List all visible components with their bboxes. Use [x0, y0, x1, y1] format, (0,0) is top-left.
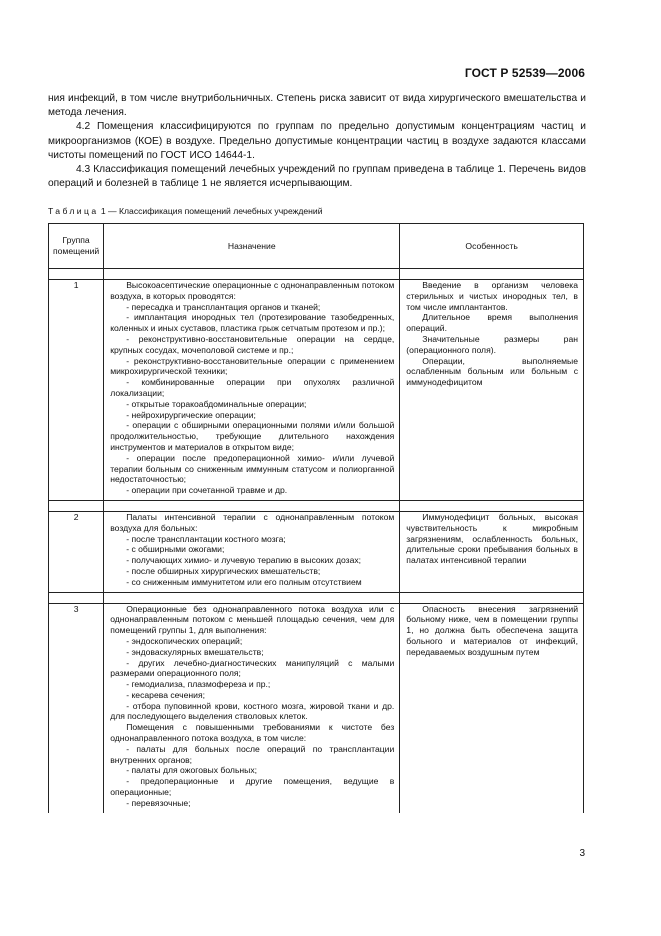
purpose-line: - гемодиализа, плазмофереза и пр.; [126, 679, 271, 690]
purpose-line: - пересадка и трансплантация органов и тканей; [126, 301, 321, 312]
body-text [48, 92, 586, 191]
feature-line: Введение в организм человека стерильных и чистых инородных тел, в том числе имплантантов. [406, 280, 578, 312]
purpose-line: - после трансплантации костного мозга; [126, 533, 286, 544]
group-cell [49, 511, 104, 592]
purpose-line: - с обширными ожогами; [126, 544, 225, 555]
table-caption-title: 1 — Классификация помещений лечебных учреждений [98, 206, 323, 216]
feature-cell [400, 511, 584, 592]
group-number: 1 [73, 280, 79, 290]
purpose-line: - нейрохирургические операции; [126, 409, 256, 420]
feature-line: Длительное время выполнения операций. [406, 312, 578, 334]
purpose-line: - реконструктивно-восстановительные операции с применением микрохирургической техники; [110, 355, 395, 377]
purpose-line: Операционные без однонаправленного потока воздуха или с однонаправленным потоком с меньшей площадью сечения, чем для помещений группы 1, для выполнения: [110, 603, 395, 636]
purpose-line: - отбора пуповинной крови, костного мозга, жировой ткани и др. для последующего выделения стволовых клеток. [110, 700, 395, 722]
purpose-line: Помещения с повышенными требованиями к чистоте без однонаправленного потока воздуха, в том числе: [110, 722, 395, 744]
feature-line: Значительные размеры ран (операционного поля). [406, 333, 578, 355]
purpose-line: - палаты для ожоговых больных; [126, 765, 258, 776]
header-group: Группа помещений [49, 224, 104, 269]
feature-cell [400, 603, 584, 813]
group-cell [49, 280, 104, 501]
purpose-line: - операции при сочетанной травме и др. [126, 485, 288, 496]
purpose-line: - эндоскопических операций; [126, 635, 243, 646]
classification-table [48, 223, 584, 813]
purpose-line: - после обширных хирургических вмешательств; [126, 565, 321, 576]
table-caption [48, 206, 323, 216]
table-header-row [49, 224, 584, 269]
group-number: 3 [73, 603, 79, 614]
purpose-line: - кесарева сечения; [126, 689, 205, 700]
purpose-line: Палаты интенсивной терапии с однонаправленным потоком воздуха для больных: [110, 511, 395, 533]
paragraph-continuation: ния инфекций, в том числе внутрибольничных. Степень риска зависит от вида хирургического вмешательства и метода лечения. [48, 93, 586, 119]
purpose-line: - комбинированные операции при опухолях различной локализации; [110, 377, 395, 398]
purpose-line: - операции с обширными операционными полями и/или большой продолжительностью, требующие длительного нахождения инструментов и материалов в открытом виде; [110, 420, 395, 452]
table-row [49, 603, 584, 813]
purpose-cell [104, 280, 400, 501]
feature-line: Операции, выполняемые ослабленным больным или больным с иммунодефицитом [406, 355, 578, 388]
purpose-line: - перевязочные; [126, 797, 191, 808]
purpose-cell [104, 603, 400, 813]
purpose-line: - других лечебно-диагностических манипуляций с малыми размерами операционного поля; [110, 657, 395, 679]
purpose-line: - предоперационные и другие помещения, ведущие в операционные; [110, 776, 395, 798]
purpose-line: - эндоваскулярных вмешательств; [126, 646, 264, 657]
group-cell [49, 603, 104, 813]
purpose-cell [104, 511, 400, 592]
purpose-line: - операции после предоперационной химио- и/или лучевой терапии больным со сниженным иммунным статусом и полиорганной недостаточностью; [110, 452, 395, 485]
purpose-line: - реконструктивно-восстановительные операции на сердце, крупных сосудах, мочеполовой системе и пр.; [110, 333, 395, 355]
purpose-line: - получающих химио- и лучевую терапию в высоких дозах; [126, 555, 362, 566]
purpose-line: - со сниженным иммунитетом или его полным отсутствием [126, 576, 362, 587]
feature-cell [400, 280, 584, 501]
purpose-line: - палаты для больных после операций по трансплантации внутренних органов; [110, 743, 395, 765]
purpose-line: - открытые торакоабдоминальные операции; [126, 398, 307, 409]
purpose-line: Высокоасептические операционные с однонаправленным потоком воздуха, в которых проводятся: [110, 280, 395, 301]
standard-header: ГОСТ Р 52539—2006 [464, 66, 585, 80]
table-row [49, 511, 584, 592]
feature-line: Иммунодефицит больных, высокая чувствительность к микробным загрязнениям, ослабленность больных, длительные сроки пребывания больных в палатах интенсивной терапии [406, 511, 578, 566]
paragraph-4-3: 4.3 Классификация помещений лечебных учреждений по группам приведена в таблице 1. Перечень видов операций и болезней в таблице 1 не является исчерпывающим. [48, 164, 586, 190]
group-number: 2 [73, 511, 79, 522]
page-number: 3 [579, 848, 585, 859]
table-caption-word: Таблица [48, 206, 99, 216]
feature-line: Опасность внесения загрязнений больному ниже, чем в помещении группы 1, но должна быть обеспечена защита больного и материалов от инфекций, передаваемых воздушным путем [406, 603, 578, 657]
purpose-line: - имплантация инородных тел (протезирование тазобедренных, коленных и иных суставов, пластика грыж сетчатым протезом и пр.); [110, 312, 395, 334]
header-feature: Особенность [400, 224, 584, 269]
header-purpose: Назначение [104, 224, 400, 269]
paragraph-4-2: 4.2 Помещения классифицируются по группам по предельно допустимым концентрациям частиц и микроорганизмов (КОЕ) в воздухе. Предельно допустимые концентрации частиц в воздухе задаются классами чистоты помещений по ГОСТ ИСО 14644-1. [48, 121, 586, 161]
table-row [49, 280, 584, 501]
